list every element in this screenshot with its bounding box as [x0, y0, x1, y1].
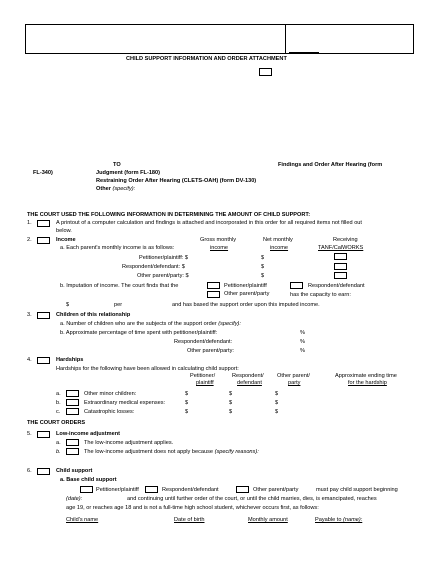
imputation-other-label: Other parent/party: [224, 291, 270, 297]
imputation-capacity: has the capacity to earn:: [290, 292, 351, 298]
h-col-other-2: party: [288, 380, 301, 386]
item1-text: A printout of a computer calculation and findings is attached and incorporated in this order for all required items not filled out: [56, 220, 362, 226]
income-row-petitioner: Petitioner/plaintiff: $: [139, 255, 189, 261]
children-b: b. Approximate percentage of time spent with petitioner/plaintiff:: [60, 330, 218, 336]
children-other: Other parent/party:: [187, 348, 234, 354]
other-label: Other (specify):: [96, 186, 136, 192]
hardship-b-resp-dollar: $: [229, 400, 233, 406]
restraining-label: Restraining Order After Hearing (CLETS-OAH) (form DV-130): [96, 178, 257, 184]
imputation-petitioner-checkbox[interactable]: [207, 282, 220, 289]
cs-col-amount: Monthly amount: [248, 517, 288, 523]
cs-col-dob: Date of birth: [174, 517, 205, 523]
imputation-respondent-label: Respondent/defendant: [308, 283, 365, 289]
hardship-a-letter: a.: [56, 391, 61, 397]
hardship-b-other-dollar: $: [275, 400, 279, 406]
header-divider: [285, 24, 286, 54]
hardships-intro: Hardships for the following have been allowed in calculating child support:: [56, 366, 239, 372]
income-a: a. Each parent's monthly income is as follows:: [60, 245, 175, 251]
cs-continuing: and continuing until further order of the court, or until the child marries, dies, is emancipated, reaches: [127, 496, 377, 502]
item2-checkbox[interactable]: [37, 237, 50, 244]
item6-checkbox[interactable]: [37, 468, 50, 475]
low-income-b-letter: b.: [56, 449, 61, 455]
item4-checkbox[interactable]: [37, 357, 50, 364]
children-respondent: Respondent/defendant:: [174, 339, 233, 345]
hardship-b-checkbox[interactable]: [66, 399, 79, 406]
children-pct-3: %: [300, 348, 305, 354]
hardships-title: Hardships: [56, 357, 84, 363]
item3-number: 3.: [27, 312, 32, 318]
hardship-b-label: Extraordinary medical expenses:: [84, 400, 166, 406]
col-net-2: income: [270, 245, 289, 251]
court-used-heading: THE COURT USED THE FOLLOWING INFORMATION IN DETERMINING THE AMOUNT OF CHILD SUPPORT:: [27, 212, 311, 218]
hardship-b-letter: b.: [56, 400, 61, 406]
cs-respondent-checkbox[interactable]: [145, 486, 158, 493]
col-receiving-1: Receiving: [333, 237, 358, 243]
low-income-b-checkbox[interactable]: [66, 448, 79, 455]
item6-number: 6.: [27, 468, 32, 474]
attachment-box[interactable]: [259, 68, 272, 76]
cs-col-name: Child's name: [66, 517, 99, 523]
header-frame: [25, 24, 414, 54]
hardship-a-label: Other minor children:: [84, 391, 137, 397]
findings-label: Findings and Order After Hearing (form: [278, 162, 383, 168]
col-receiving-2: TANF/CalWORKS: [318, 245, 364, 251]
item5-number: 5.: [27, 431, 32, 437]
hardship-a-pet-dollar: $: [185, 391, 189, 397]
form-title: CHILD SUPPORT INFORMATION AND ORDER ATTACHMENT: [126, 56, 287, 62]
children-title: Children of this relationship: [56, 312, 131, 318]
imputation-text: b. Imputation of income. The court finds that the: [60, 283, 179, 289]
court-orders-heading: THE COURT ORDERS: [27, 420, 86, 426]
cs-other-checkbox[interactable]: [236, 486, 249, 493]
hardship-c-other-dollar: $: [275, 409, 279, 415]
income-net-other-dollar: $: [261, 273, 265, 279]
item1-number: 1.: [27, 220, 32, 226]
judgment-label: Judgment (form FL-180): [96, 170, 161, 176]
income-title: Income: [56, 237, 76, 243]
low-income-title: Low-income adjustment: [56, 431, 121, 437]
tanf-petitioner-checkbox[interactable]: [334, 253, 347, 260]
header-small-line: [289, 52, 319, 53]
base-child-support: a. Base child support: [60, 477, 117, 483]
tanf-respondent-checkbox[interactable]: [334, 263, 347, 270]
hardship-a-resp-dollar: $: [229, 391, 233, 397]
cs-respondent-label: Respondent/defendant: [162, 487, 219, 493]
imputation-petitioner-label: Petitioner/plaintiff: [224, 283, 267, 289]
cs-must-pay: must pay child support beginning: [316, 487, 398, 493]
h-col-pet-1: Petitioner/: [190, 373, 216, 379]
imputation-dollar: $: [66, 302, 70, 308]
cs-petitioner-label: Petitioner/plaintiff: [96, 487, 139, 493]
h-col-resp-2: defendant: [237, 380, 262, 386]
hardship-c-checkbox[interactable]: [66, 408, 79, 415]
children-pct-1: %: [300, 330, 305, 336]
hardship-c-pet-dollar: $: [185, 409, 189, 415]
col-gross-1: Gross monthly: [200, 237, 237, 243]
low-income-b-text: The low-income adjustment does not apply because (specify reasons):: [84, 449, 259, 455]
imputation-based: and has based the support order upon this imputed income.: [172, 302, 320, 308]
h-col-end-1: Approximate ending time: [335, 373, 397, 379]
hardship-a-checkbox[interactable]: [66, 390, 79, 397]
hardship-a-other-dollar: $: [275, 391, 279, 397]
item2-number: 2.: [27, 237, 32, 243]
hardship-c-resp-dollar: $: [229, 409, 233, 415]
fl340-label: FL-340): [33, 170, 53, 176]
tanf-other-checkbox[interactable]: [334, 272, 347, 279]
income-net-petitioner-dollar: $: [261, 255, 265, 261]
h-col-resp-1: Respondent/: [232, 373, 264, 379]
hardship-c-letter: c.: [56, 409, 61, 415]
income-row-other: Other parent/party: $: [137, 273, 189, 279]
item5-checkbox[interactable]: [37, 431, 50, 438]
col-gross-2: income: [210, 245, 229, 251]
low-income-a-letter: a.: [56, 440, 61, 446]
low-income-a-checkbox[interactable]: [66, 439, 79, 446]
income-net-respondent-dollar: $: [261, 264, 265, 270]
hardship-b-pet-dollar: $: [185, 400, 189, 406]
to-label: TO: [113, 162, 121, 168]
item1-text-cont: below.: [56, 228, 72, 234]
children-pct-2: %: [300, 339, 305, 345]
low-income-a-text: The low-income adjustment applies.: [84, 440, 174, 446]
children-a: a. Number of children who are the subjects of the support order (specify):: [60, 321, 241, 327]
h-col-end-2: for the hardship: [348, 380, 387, 386]
cs-other-label: Other parent/party: [253, 487, 299, 493]
item4-number: 4.: [27, 357, 32, 363]
cs-date-label: (date):: [66, 496, 83, 502]
imputation-respondent-checkbox[interactable]: [290, 282, 303, 289]
income-row-respondent: Respondent/defendant: $: [122, 264, 185, 270]
hardship-c-label: Catastrophic losses:: [84, 409, 135, 415]
item1-checkbox[interactable]: [37, 220, 50, 227]
child-support-title: Child support: [56, 468, 93, 474]
cs-col-payable: Payable to (name):: [315, 517, 363, 523]
cs-petitioner-checkbox[interactable]: [80, 486, 93, 493]
imputation-other-checkbox[interactable]: [207, 291, 220, 298]
cs-age: age 19, or reaches age 18 and is not a full-time high school student, whichever occurs first, as follows:: [66, 505, 319, 511]
imputation-per: per: [114, 302, 123, 308]
h-col-other-1: Other parent/: [277, 373, 310, 379]
col-net-1: Net monthly: [263, 237, 293, 243]
h-col-pet-2: plaintiff: [196, 380, 214, 386]
item3-checkbox[interactable]: [37, 312, 50, 319]
